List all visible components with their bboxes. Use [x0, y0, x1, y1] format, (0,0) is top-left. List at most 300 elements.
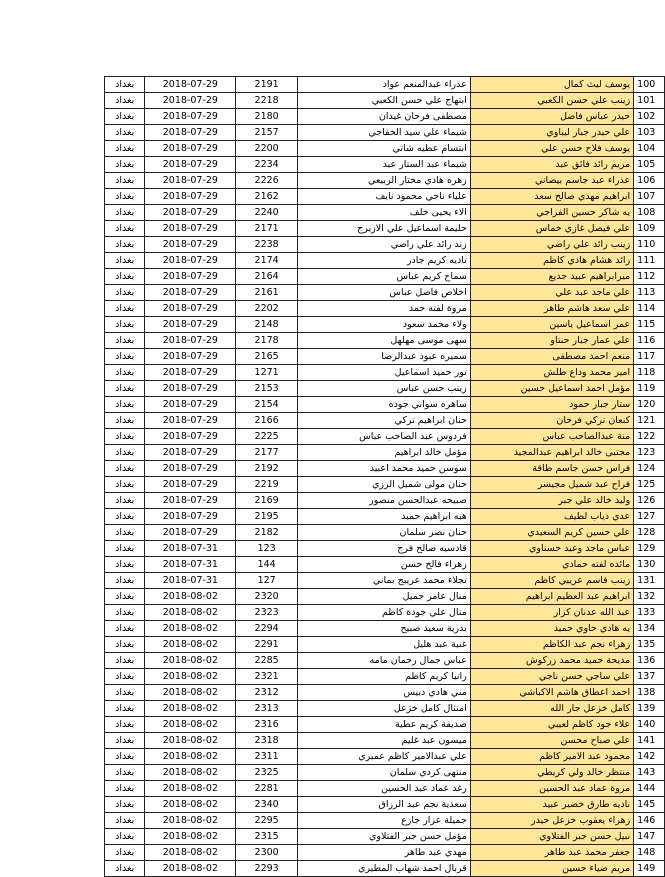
number-cell: 2281 [236, 781, 298, 797]
name-cell: مؤمل حسن جبر الفتلاوي [298, 829, 471, 845]
index-cell: 119 [634, 381, 665, 397]
index-cell: 136 [634, 653, 665, 669]
index-cell: 135 [634, 637, 665, 653]
index-cell: 115 [634, 317, 665, 333]
name-cell: مهدي عبد طاهر [298, 845, 471, 861]
date-cell: 2018-07-29 [145, 365, 236, 381]
table-row [105, 77, 665, 93]
date-cell: 2018-07-29 [145, 445, 236, 461]
city-cell: بغداد [105, 173, 145, 189]
table-row [105, 205, 665, 221]
date-cell: 2018-08-02 [145, 797, 236, 813]
highlighted-name-cell: عباس ماجد وعيد حسناوي [470, 541, 633, 557]
date-cell: 2018-08-02 [145, 589, 236, 605]
highlighted-name-cell: منعم احمد مصطفى [470, 349, 633, 365]
date-cell: 2018-07-29 [145, 429, 236, 445]
index-cell: 103 [634, 125, 665, 141]
table-row [105, 365, 665, 381]
table-row [105, 765, 665, 781]
date-cell: 2018-07-29 [145, 333, 236, 349]
number-cell: 2320 [236, 589, 298, 605]
index-cell: 111 [634, 253, 665, 269]
index-cell: 140 [634, 717, 665, 733]
city-cell: بغداد [105, 285, 145, 301]
name-cell: نجلاء محمد عريبج بماني [298, 573, 471, 589]
highlighted-name-cell: علي فيصل غازي خماس [470, 221, 633, 237]
table-row [105, 605, 665, 621]
index-cell: 137 [634, 669, 665, 685]
name-cell: امتثال كامل خزعل [298, 701, 471, 717]
number-cell: 2192 [236, 461, 298, 477]
highlighted-name-cell: زهراء يعقوب خزعل حيدر [470, 813, 633, 829]
date-cell: 2018-08-02 [145, 829, 236, 845]
table-row [105, 461, 665, 477]
number-cell: 2218 [236, 93, 298, 109]
index-cell: 117 [634, 349, 665, 365]
name-cell: حنان نصر سلمان [298, 525, 471, 541]
table-row [105, 333, 665, 349]
index-cell: 110 [634, 237, 665, 253]
date-cell: 2018-07-29 [145, 237, 236, 253]
city-cell: بغداد [105, 493, 145, 509]
index-cell: 139 [634, 701, 665, 717]
name-cell: شيماء عبد الستار عبد [298, 157, 471, 173]
number-cell: 2148 [236, 317, 298, 333]
index-cell: 129 [634, 541, 665, 557]
city-cell: بغداد [105, 653, 145, 669]
date-cell: 2018-07-29 [145, 413, 236, 429]
name-cell: فردوس عبد الصاحب عباس [298, 429, 471, 445]
index-cell: 108 [634, 205, 665, 221]
city-cell: بغداد [105, 477, 145, 493]
highlighted-name-cell: فراح عبد شميل مجيسر [470, 477, 633, 493]
index-cell: 113 [634, 285, 665, 301]
highlighted-name-cell: زهراء نجم عبد الكاظم [470, 637, 633, 653]
index-cell: 104 [634, 141, 665, 157]
date-cell: 2018-08-02 [145, 701, 236, 717]
table-row [105, 813, 665, 829]
city-cell: بغداد [105, 381, 145, 397]
table-row [105, 477, 665, 493]
city-cell: بغداد [105, 429, 145, 445]
city-cell: بغداد [105, 781, 145, 797]
table-row [105, 653, 665, 669]
date-cell: 2018-07-29 [145, 189, 236, 205]
table-row [105, 221, 665, 237]
index-cell: 146 [634, 813, 665, 829]
date-cell: 2018-08-02 [145, 861, 236, 877]
index-cell: 123 [634, 445, 665, 461]
highlighted-name-cell: علي حسين كريم السعيدي [470, 525, 633, 541]
city-cell: بغداد [105, 573, 145, 589]
number-cell: 2154 [236, 397, 298, 413]
number-cell: 2240 [236, 205, 298, 221]
number-cell: 123 [236, 541, 298, 557]
date-cell: 2018-07-29 [145, 173, 236, 189]
highlighted-name-cell: مائده لفته حمادي [470, 557, 633, 573]
city-cell: بغداد [105, 765, 145, 781]
name-cell: سوسن حميد محمد اعبيد [298, 461, 471, 477]
number-cell: 2153 [236, 381, 298, 397]
highlighted-name-cell: وليد خالد علي جبر [470, 493, 633, 509]
highlighted-name-cell: مريم ضياء حسين [470, 861, 633, 877]
number-cell: 2293 [236, 861, 298, 877]
highlighted-name-cell: ابراهيم عبد العظيم ابراهيم [470, 589, 633, 605]
date-cell: 2018-07-29 [145, 221, 236, 237]
name-cell: منال عامر جميل [298, 589, 471, 605]
number-cell: 2300 [236, 845, 298, 861]
date-cell: 2018-08-02 [145, 685, 236, 701]
highlighted-name-cell: جعفر محمد عبد طاهر [470, 845, 633, 861]
name-cell: مروة لفته حمد [298, 301, 471, 317]
city-cell: بغداد [105, 365, 145, 381]
table-row [105, 285, 665, 301]
city-cell: بغداد [105, 93, 145, 109]
city-cell: بغداد [105, 525, 145, 541]
table-row [105, 781, 665, 797]
table-row [105, 269, 665, 285]
index-cell: 121 [634, 413, 665, 429]
index-cell: 118 [634, 365, 665, 381]
highlighted-name-cell: مديحة حميد محمد زركوش [470, 653, 633, 669]
table-row [105, 685, 665, 701]
number-cell: 2295 [236, 813, 298, 829]
city-cell: بغداد [105, 77, 145, 93]
name-cell: عباس جمال رحمان مامه [298, 653, 471, 669]
name-cell: عذراء عبدالمنعم عواد [298, 77, 471, 93]
index-cell: 125 [634, 477, 665, 493]
number-cell: 2174 [236, 253, 298, 269]
highlighted-name-cell: عدي ذياب لطيف [470, 509, 633, 525]
index-cell: 145 [634, 797, 665, 813]
name-cell: علي عبدالامير كاظم عميري [298, 749, 471, 765]
index-cell: 131 [634, 573, 665, 589]
date-cell: 2018-07-29 [145, 349, 236, 365]
city-cell: بغداد [105, 221, 145, 237]
index-cell: 100 [634, 77, 665, 93]
name-cell: ناديه كريم جادر [298, 253, 471, 269]
highlighted-name-cell: ميرابراهيم عبيد جديع [470, 269, 633, 285]
number-cell: 2165 [236, 349, 298, 365]
index-cell: 114 [634, 301, 665, 317]
index-cell: 132 [634, 589, 665, 605]
number-cell: 2161 [236, 285, 298, 301]
name-cell: نور حميد اسماعيل [298, 365, 471, 381]
name-cell: مني هادي دبيس [298, 685, 471, 701]
date-cell: 2018-08-02 [145, 765, 236, 781]
table-row [105, 317, 665, 333]
name-cell: زهراء فالح حسن [298, 557, 471, 573]
table-row [105, 717, 665, 733]
table-row [105, 173, 665, 189]
highlighted-name-cell: محمود عبد الامير كاظم [470, 749, 633, 765]
number-cell: 2318 [236, 733, 298, 749]
highlighted-name-cell: علي ساجي حسن ناجي [470, 669, 633, 685]
name-cell: سهى موسى مهلهل [298, 333, 471, 349]
table-row [105, 749, 665, 765]
city-cell: بغداد [105, 669, 145, 685]
table-row [105, 493, 665, 509]
name-cell: غنية عبد هليل [298, 637, 471, 653]
index-cell: 124 [634, 461, 665, 477]
date-cell: 2018-08-02 [145, 733, 236, 749]
table-row [105, 829, 665, 845]
name-cell: هبه ابراهيم حميد [298, 509, 471, 525]
highlighted-name-cell: علاء جود كاظم لعيبي [470, 717, 633, 733]
highlighted-name-cell: عذراء عبد جاسم بيضاني [470, 173, 633, 189]
highlighted-name-cell: مريم رائد فائق عبد [470, 157, 633, 173]
highlighted-name-cell: ستار جبار حمود [470, 397, 633, 413]
date-cell: 2018-08-02 [145, 749, 236, 765]
number-cell: 2340 [236, 797, 298, 813]
name-cell: حنان مولى شميل الرزي [298, 477, 471, 493]
date-cell: 2018-07-29 [145, 93, 236, 109]
highlighted-name-cell: زينب علي حسن الكعبي [470, 93, 633, 109]
city-cell: بغداد [105, 637, 145, 653]
highlighted-name-cell: حيدر عباس فاضل [470, 109, 633, 125]
date-cell: 2018-08-02 [145, 621, 236, 637]
highlighted-name-cell: يه هادي حاوي حميد [470, 621, 633, 637]
table-row [105, 301, 665, 317]
city-cell: بغداد [105, 125, 145, 141]
index-cell: 109 [634, 221, 665, 237]
date-cell: 2018-07-29 [145, 381, 236, 397]
city-cell: بغداد [105, 445, 145, 461]
index-cell: 147 [634, 829, 665, 845]
highlighted-name-cell: يوسف فلاح حسن علي [470, 141, 633, 157]
number-cell: 144 [236, 557, 298, 573]
index-cell: 126 [634, 493, 665, 509]
date-cell: 2018-08-02 [145, 653, 236, 669]
table-row [105, 429, 665, 445]
date-cell: 2018-08-02 [145, 717, 236, 733]
number-cell: 2180 [236, 109, 298, 125]
table-row [105, 413, 665, 429]
table-row [105, 349, 665, 365]
table-row [105, 189, 665, 205]
index-cell: 144 [634, 781, 665, 797]
name-cell: بدرية سعيد صبيح [298, 621, 471, 637]
table-row [105, 573, 665, 589]
date-cell: 2018-07-29 [145, 461, 236, 477]
highlighted-name-cell: مؤمل احمد اسماعيل حسين [470, 381, 633, 397]
records-table [104, 76, 665, 877]
highlighted-name-cell: علي سعد هاشم طاهر [470, 301, 633, 317]
table-row [105, 637, 665, 653]
highlighted-name-cell: احمد اعطاق هاشم الاكباشي [470, 685, 633, 701]
table-row [105, 93, 665, 109]
date-cell: 2018-07-29 [145, 141, 236, 157]
index-cell: 107 [634, 189, 665, 205]
index-cell: 116 [634, 333, 665, 349]
city-cell: بغداد [105, 269, 145, 285]
highlighted-name-cell: ابراهيم مهدي صالح سعد [470, 189, 633, 205]
date-cell: 2018-07-29 [145, 77, 236, 93]
index-cell: 128 [634, 525, 665, 541]
highlighted-name-cell: كامل خزعل جار الله [470, 701, 633, 717]
highlighted-name-cell: مروة عماد عبد الحسين [470, 781, 633, 797]
date-cell: 2018-07-29 [145, 301, 236, 317]
number-cell: 2311 [236, 749, 298, 765]
name-cell: سماح كريم عباس [298, 269, 471, 285]
name-cell: ابتسام عطيه شاتي [298, 141, 471, 157]
index-cell: 105 [634, 157, 665, 173]
highlighted-name-cell: مجتبى خالد ابراهيم عبدالمجيد [470, 445, 633, 461]
index-cell: 127 [634, 509, 665, 525]
name-cell: مصطفى فرحان غيدان [298, 109, 471, 125]
name-cell: شيماء علي سيد الخفاجي [298, 125, 471, 141]
table-row [105, 557, 665, 573]
city-cell: بغداد [105, 717, 145, 733]
date-cell: 2018-07-29 [145, 397, 236, 413]
city-cell: بغداد [105, 509, 145, 525]
city-cell: بغداد [105, 333, 145, 349]
city-cell: بغداد [105, 301, 145, 317]
number-cell: 2285 [236, 653, 298, 669]
index-cell: 106 [634, 173, 665, 189]
name-cell: ساهره سواني جوده [298, 397, 471, 413]
date-cell: 2018-07-29 [145, 477, 236, 493]
number-cell: 2182 [236, 525, 298, 541]
table-row [105, 621, 665, 637]
name-cell: الاء يحيى خلف [298, 205, 471, 221]
city-cell: بغداد [105, 685, 145, 701]
number-cell: 2325 [236, 765, 298, 781]
date-cell: 2018-07-29 [145, 317, 236, 333]
table-row [105, 141, 665, 157]
number-cell: 2312 [236, 685, 298, 701]
number-cell: 2178 [236, 333, 298, 349]
city-cell: بغداد [105, 861, 145, 877]
date-cell: 2018-08-02 [145, 605, 236, 621]
highlighted-name-cell: فراس حسن جاسم طاقة [470, 461, 633, 477]
name-cell: جميلة عزار جازع [298, 813, 471, 829]
highlighted-name-cell: علي حيدر جبار ليباوي [470, 125, 633, 141]
city-cell: بغداد [105, 797, 145, 813]
date-cell: 2018-07-29 [145, 525, 236, 541]
city-cell: بغداد [105, 845, 145, 861]
records-table-body [105, 77, 665, 877]
city-cell: بغداد [105, 605, 145, 621]
number-cell: 2225 [236, 429, 298, 445]
date-cell: 2018-08-02 [145, 845, 236, 861]
number-cell: 2171 [236, 221, 298, 237]
name-cell: سميره عبود عبدالرضا [298, 349, 471, 365]
city-cell: بغداد [105, 829, 145, 845]
number-cell: 2166 [236, 413, 298, 429]
date-cell: 2018-07-31 [145, 573, 236, 589]
city-cell: بغداد [105, 317, 145, 333]
number-cell: 2234 [236, 157, 298, 173]
date-cell: 2018-08-02 [145, 781, 236, 797]
highlighted-name-cell: زينب رائد علي راضي [470, 237, 633, 253]
city-cell: بغداد [105, 701, 145, 717]
date-cell: 2018-07-29 [145, 253, 236, 269]
city-cell: بغداد [105, 413, 145, 429]
city-cell: بغداد [105, 813, 145, 829]
highlighted-name-cell: ناديه طارق خضير عبيد [470, 797, 633, 813]
highlighted-name-cell: نبيل حسن جبر الفتلاوي [470, 829, 633, 845]
date-cell: 2018-07-29 [145, 157, 236, 173]
highlighted-name-cell: امير محمد وداع طلش [470, 365, 633, 381]
table-row [105, 253, 665, 269]
number-cell: 2164 [236, 269, 298, 285]
number-cell: 2195 [236, 509, 298, 525]
city-cell: بغداد [105, 157, 145, 173]
date-cell: 2018-08-02 [145, 669, 236, 685]
number-cell: 2200 [236, 141, 298, 157]
number-cell: 2291 [236, 637, 298, 653]
number-cell: 2313 [236, 701, 298, 717]
number-cell: 2321 [236, 669, 298, 685]
highlighted-name-cell: كنعان تركي فرحان [470, 413, 633, 429]
date-cell: 2018-07-29 [145, 205, 236, 221]
city-cell: بغداد [105, 749, 145, 765]
city-cell: بغداد [105, 205, 145, 221]
city-cell: بغداد [105, 141, 145, 157]
name-cell: علياء ناجي محمود نايف [298, 189, 471, 205]
table-row [105, 381, 665, 397]
name-cell: قربال احمد شهاب المطيري [298, 861, 471, 877]
city-cell: بغداد [105, 557, 145, 573]
city-cell: بغداد [105, 109, 145, 125]
number-cell: 2323 [236, 605, 298, 621]
date-cell: 2018-07-29 [145, 269, 236, 285]
index-cell: 143 [634, 765, 665, 781]
highlighted-name-cell: زائد هشام هادي كاظم [470, 253, 633, 269]
name-cell: رغد عماد عبد الحسين [298, 781, 471, 797]
city-cell: بغداد [105, 541, 145, 557]
name-cell: حنان ابراهيم تركي [298, 413, 471, 429]
number-cell: 2315 [236, 829, 298, 845]
table-row [105, 861, 665, 877]
table-row [105, 733, 665, 749]
index-cell: 102 [634, 109, 665, 125]
number-cell: 2191 [236, 77, 298, 93]
name-cell: صديقة كريم عطية [298, 717, 471, 733]
table-row [105, 445, 665, 461]
name-cell: رانيا كريم كاظم [298, 669, 471, 685]
date-cell: 2018-07-29 [145, 125, 236, 141]
city-cell: بغداد [105, 461, 145, 477]
highlighted-name-cell: علي عمار جبار حنتاو [470, 333, 633, 349]
city-cell: بغداد [105, 621, 145, 637]
date-cell: 2018-08-02 [145, 637, 236, 653]
index-cell: 112 [634, 269, 665, 285]
name-cell: ابتهاج علي حسن الكعبي [298, 93, 471, 109]
city-cell: بغداد [105, 237, 145, 253]
highlighted-name-cell: يه شاكر حسين الفراجي [470, 205, 633, 221]
index-cell: 133 [634, 605, 665, 621]
city-cell: بغداد [105, 589, 145, 605]
city-cell: بغداد [105, 349, 145, 365]
highlighted-name-cell: عمر اسماعيل ياسين [470, 317, 633, 333]
name-cell: زينب حسن عباس [298, 381, 471, 397]
table-row [105, 589, 665, 605]
city-cell: بغداد [105, 397, 145, 413]
name-cell: مؤمل خالد ابراهيم [298, 445, 471, 461]
index-cell: 148 [634, 845, 665, 861]
highlighted-name-cell: علي ماجد عبد علي [470, 285, 633, 301]
table-row [105, 541, 665, 557]
index-cell: 141 [634, 733, 665, 749]
index-cell: 122 [634, 429, 665, 445]
date-cell: 2018-07-29 [145, 493, 236, 509]
highlighted-name-cell: علي صباح محسن [470, 733, 633, 749]
number-cell: 2238 [236, 237, 298, 253]
number-cell: 2177 [236, 445, 298, 461]
highlighted-name-cell: زينب قاسم عريبي كاظم [470, 573, 633, 589]
